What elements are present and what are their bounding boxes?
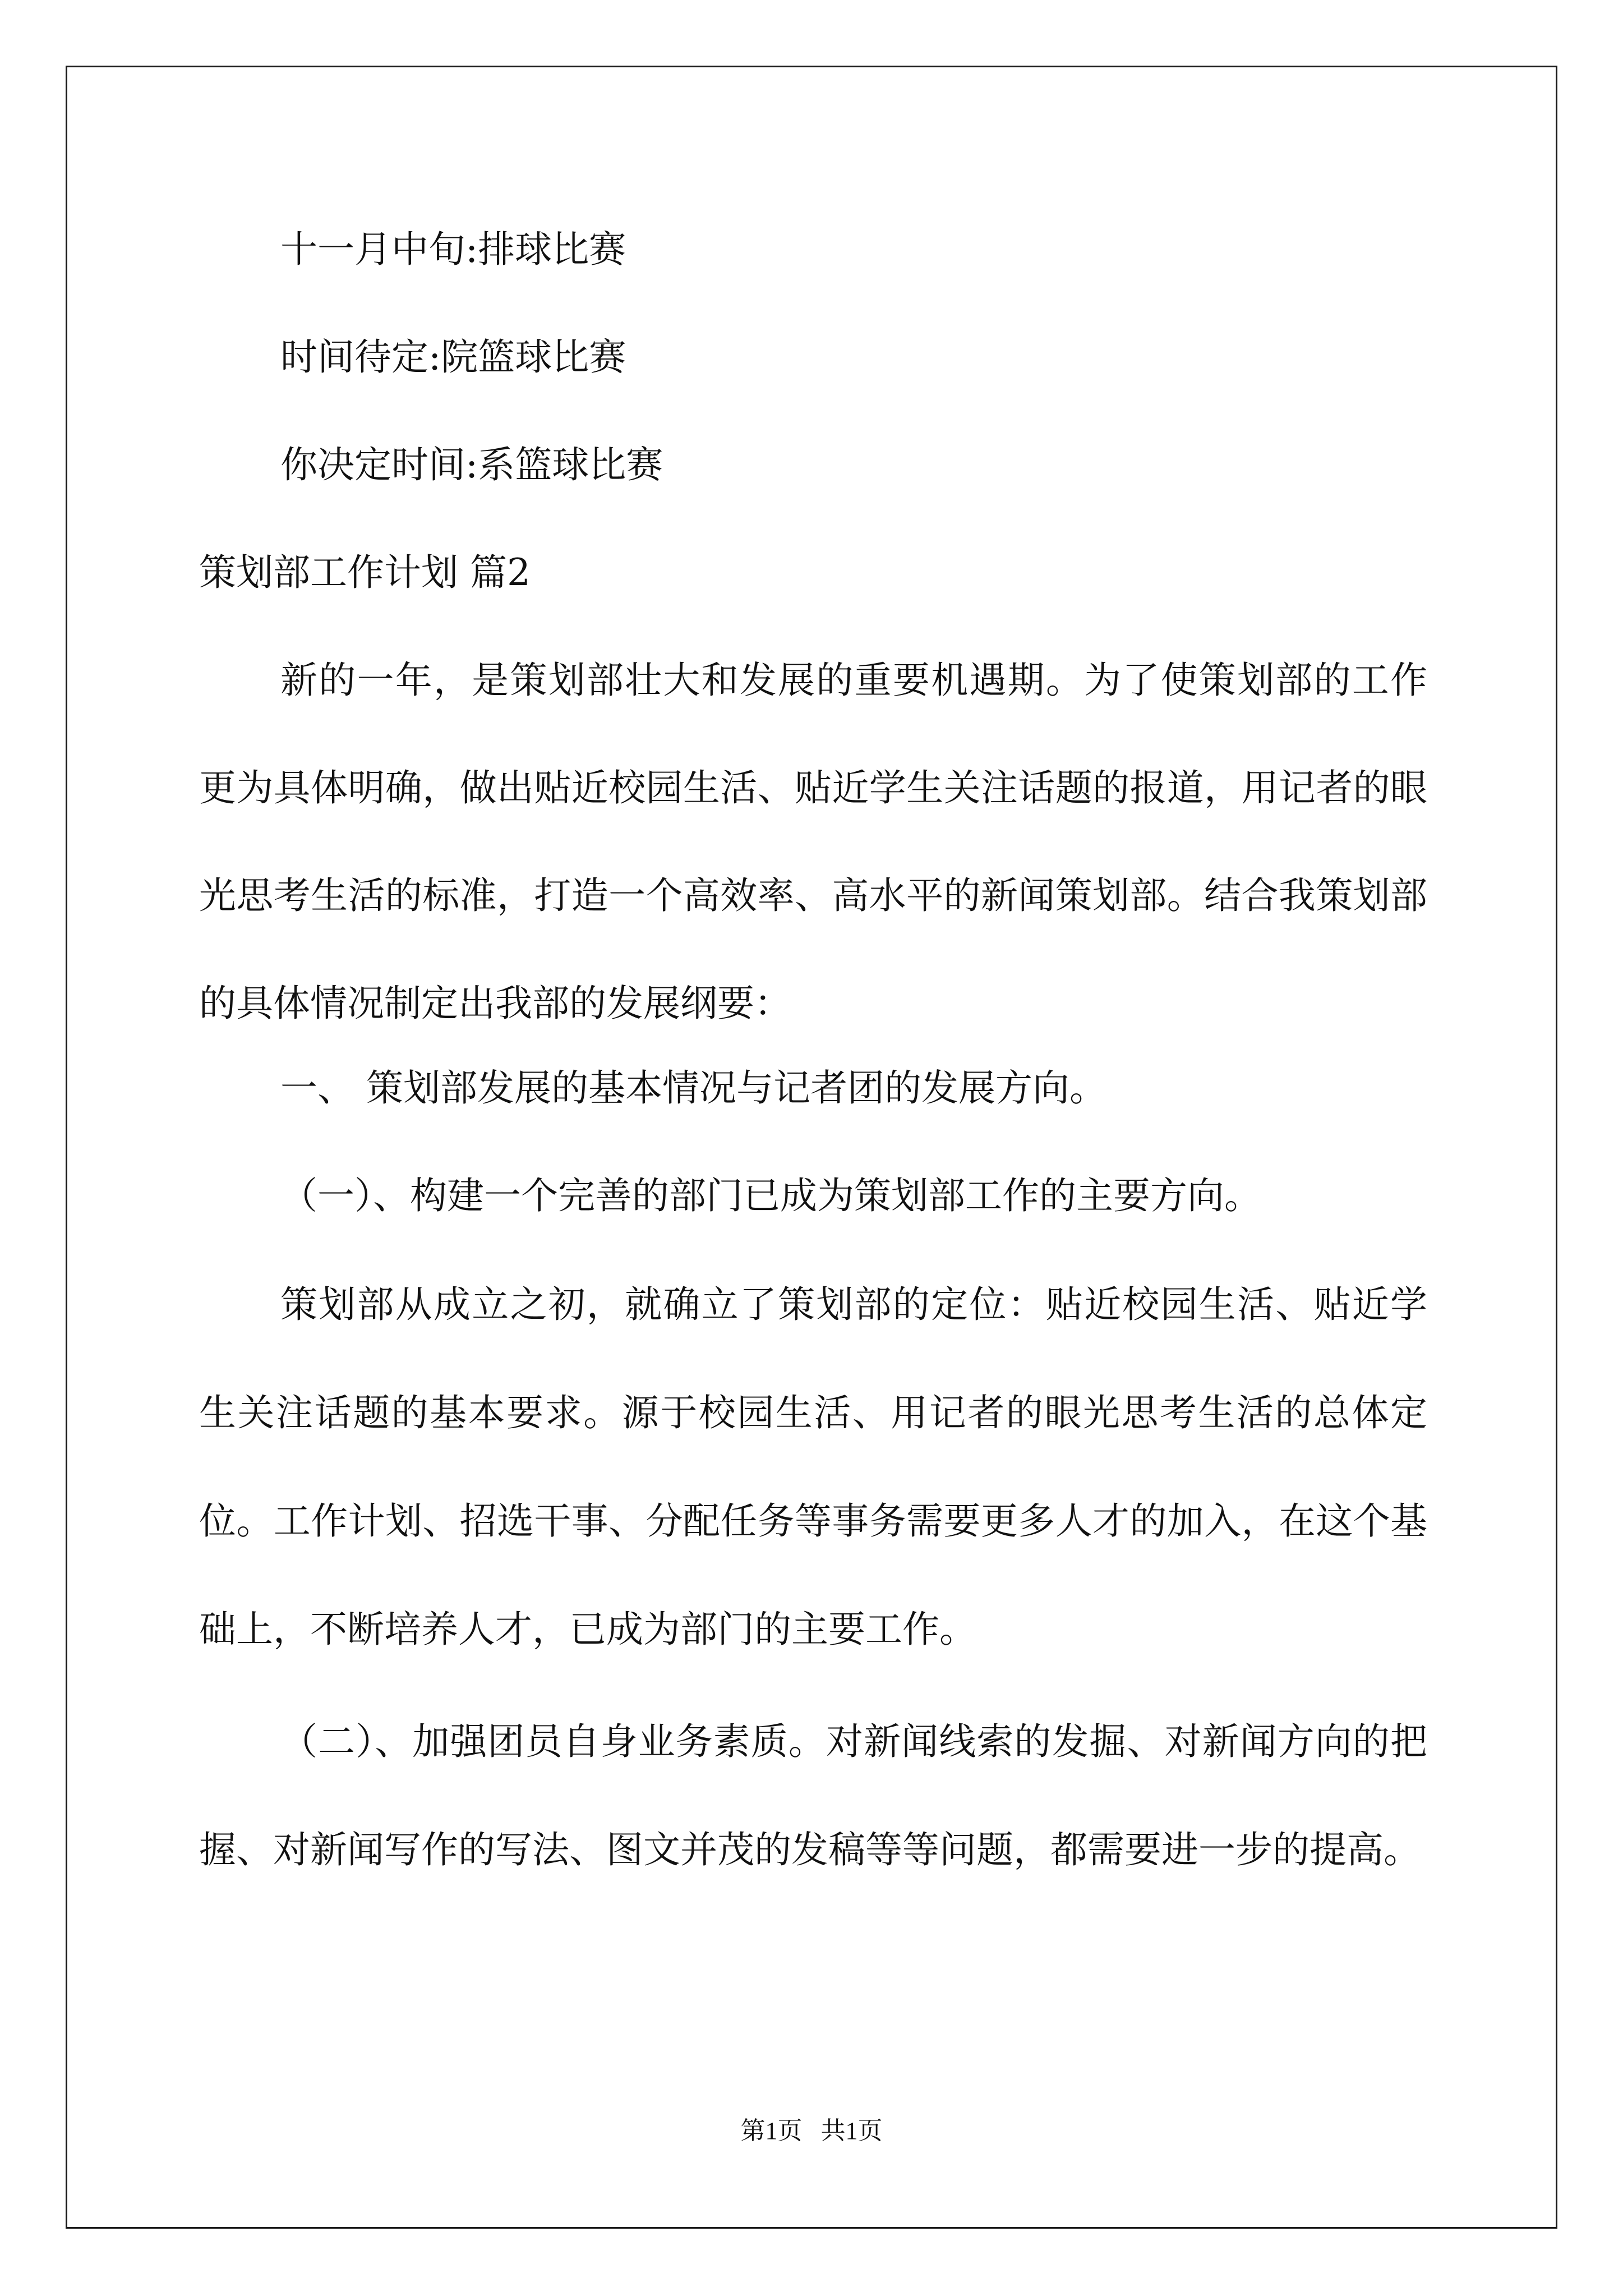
schedule-item-college-basketball: 时间待定:院篮球比赛 (280, 335, 626, 379)
section-title: 策划部工作计划 篇2 (199, 551, 531, 594)
heading-one: 一、 策划部发展的基本情况与记者团的发展方向。 (280, 1066, 1106, 1110)
intro-paragraph: 新的一年，是策划部壮大和发展的重要机遇期。为了使策划部的工作更为具体明确，做出贴近校园生活、贴近学生关注话题的报道，用记者的眼光思考生活的标准，打造一个高效率、高水平的新闻策划部。结合我策划部的具体情况制定出我部的发展纲要： (199, 659, 1427, 1025)
body-paragraph-one: 策划部从成立之初，就确立了策划部的定位：贴近校园生活、贴近学生关注话题的基本要求。源于校园生活、用记者的眼光思考生活的总体定位。工作计划、招选干事、分配任务等事务需要更多人才的加入，在这个基础上，不断培养人才，已成为部门的主要工作。 (199, 1283, 1427, 1651)
schedule-item-volleyball: 十一月中旬:排球比赛 (280, 228, 626, 271)
page-border (66, 66, 1557, 2229)
subheading-two-paragraph: （二）、加强团员自身业务素质。对新闻线索的发掘、对新闻方向的把握、对新闻写作的写法、图文并茂的发稿等等问题，都需要进一步的提高。 (199, 1720, 1427, 1871)
page-footer: 第1页 共1页 (740, 2117, 883, 2145)
subheading-one: （一）、构建一个完善的部门已成为策划部工作的主要方向。 (280, 1174, 1261, 1217)
schedule-item-department-basketball: 你决定时间:系篮球比赛 (280, 443, 663, 486)
